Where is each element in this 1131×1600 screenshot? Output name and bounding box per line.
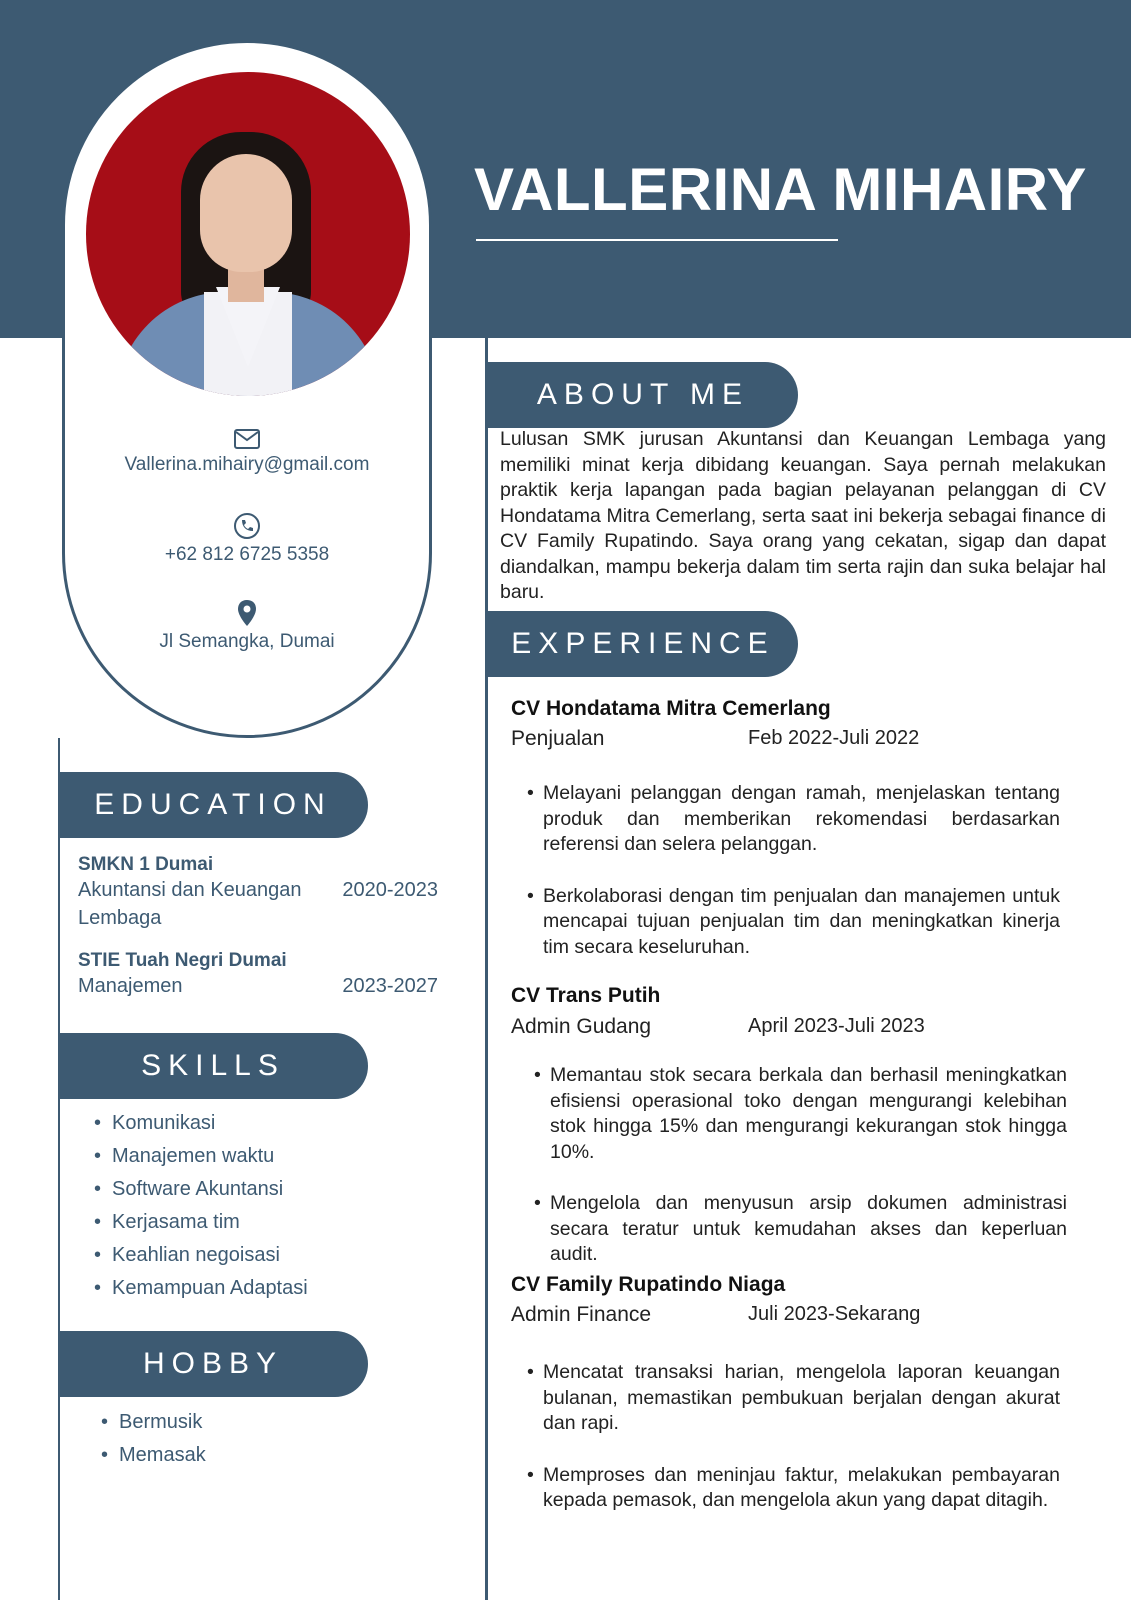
education-heading: EDUCATION (58, 772, 368, 838)
hobby-list (101, 1406, 206, 1472)
experience-bullet: • Mencatat transaksi harian, mengelola laporan keuangan bulanan, memastikan pembukuan berjalan dengan akurat dan rapi. (527, 1360, 1060, 1437)
experience-company: CV Trans Putih (511, 984, 661, 1007)
left-edge-line (58, 738, 60, 1600)
experience-bullet: • Berkolaborasi dengan tim penjualan dan manajemen untuk mencapai tujuan penjualan tim dan meningkatkan kinerja tim secara keseluruhan. (527, 884, 1060, 961)
envelope-icon (233, 428, 261, 450)
hobby-item: • Bermusik (101, 1406, 206, 1439)
about-heading: ABOUT ME (488, 362, 798, 428)
experience-role: Admin Gudang (511, 1015, 652, 1038)
education-item (78, 950, 438, 1000)
contact-email (62, 428, 432, 476)
skill-item: • Keahlian negoisasi (94, 1239, 308, 1272)
skill-item: • Kemampuan Adaptasi (94, 1272, 308, 1305)
skills-heading: SKILLS (58, 1033, 368, 1099)
phone-text[interactable]: +62 812 6725 5358 (164, 544, 330, 565)
education-field: Manajemen (78, 975, 183, 997)
contact-address (62, 599, 432, 653)
experience-date: April 2023-Juli 2023 (748, 1015, 925, 1037)
education-field: Akuntansi dan Keuangan Lembaga (78, 879, 302, 929)
address-text: Jl Semangka, Dumai (159, 631, 335, 652)
experience-bullet: • Melayani pelanggan dengan ramah, menjelaskan tentang produk dan memberikan rekomendasi berdasarkan referensi dan selera pelanggan. (527, 781, 1060, 858)
hobby-heading: HOBBY (58, 1331, 368, 1397)
skill-item: • Manajemen waktu (94, 1140, 308, 1173)
experience-bullet: • Memproses dan meninjau faktur, melakukan pembayaran kepada pemasok, dan mengelola akun yang dapat ditagih. (527, 1463, 1060, 1514)
name-underline (476, 239, 838, 241)
person-name: VALLERINA MIHAIRY (474, 156, 1087, 223)
experience-bullet: • Memantau stok secara berkala dan berhasil meningkatkan efisiensi operasional toko dengan mengurangi kelebihan stok hingga 15% dan mengurangi kekurangan stok hingga 10%. (534, 1063, 1067, 1165)
experience-date: Juli 2023-Sekarang (748, 1303, 921, 1325)
experience-heading: EXPERIENCE (488, 611, 798, 677)
phone-icon (233, 512, 261, 540)
about-text: Lulusan SMK jurusan Akuntansi dan Keuangan Lembaga yang memiliki minat kerja dibidang keuangan. Saya pernah melakukan praktik kerja lapangan pada bagian pelayanan pelanggan di CV Hondatama Mitra Cemerlang, serta saat ini bekerja sebagai finance di CV Family Rupatindo. Saya orang yang cekatan, sigap dan dapat diandalkan, mampu bekerja dalam tim serta rajin dan suka belajar hal baru. (500, 428, 1106, 603)
education-item (78, 854, 438, 932)
contact-phone (62, 512, 432, 566)
education-school: STIE Tuah Negri Dumai (78, 950, 287, 971)
experience-company: CV Hondatama Mitra Cemerlang (511, 697, 831, 720)
hobby-item: • Memasak (101, 1439, 206, 1472)
education-school: SMKN 1 Dumai (78, 854, 214, 875)
skill-item: • Kerjasama tim (94, 1206, 308, 1239)
experience-bullets (534, 1063, 1067, 1294)
skill-item: • Komunikasi (94, 1107, 308, 1140)
experience-bullet: • Mengelola dan menyusun arsip dokumen administrasi secara teratur untuk kemudahan akses dan keperluan audit. (534, 1191, 1067, 1268)
education-years: 2023-2027 (342, 975, 438, 997)
skill-item: • Software Akuntansi (94, 1173, 308, 1206)
skills-list (94, 1107, 308, 1305)
experience-company: CV Family Rupatindo Niaga (511, 1273, 786, 1296)
experience-bullets (527, 1360, 1060, 1540)
profile-photo (86, 72, 410, 396)
experience-role: Penjualan (511, 727, 605, 750)
experience-bullets (527, 781, 1060, 986)
column-divider (485, 338, 488, 1600)
education-years: 2020-2023 (342, 879, 438, 901)
email-text[interactable]: Vallerina.mihairy@gmail.com (124, 454, 370, 475)
location-pin-icon (236, 599, 258, 627)
experience-date: Feb 2022-Juli 2022 (748, 727, 920, 749)
experience-role: Admin Finance (511, 1303, 652, 1326)
